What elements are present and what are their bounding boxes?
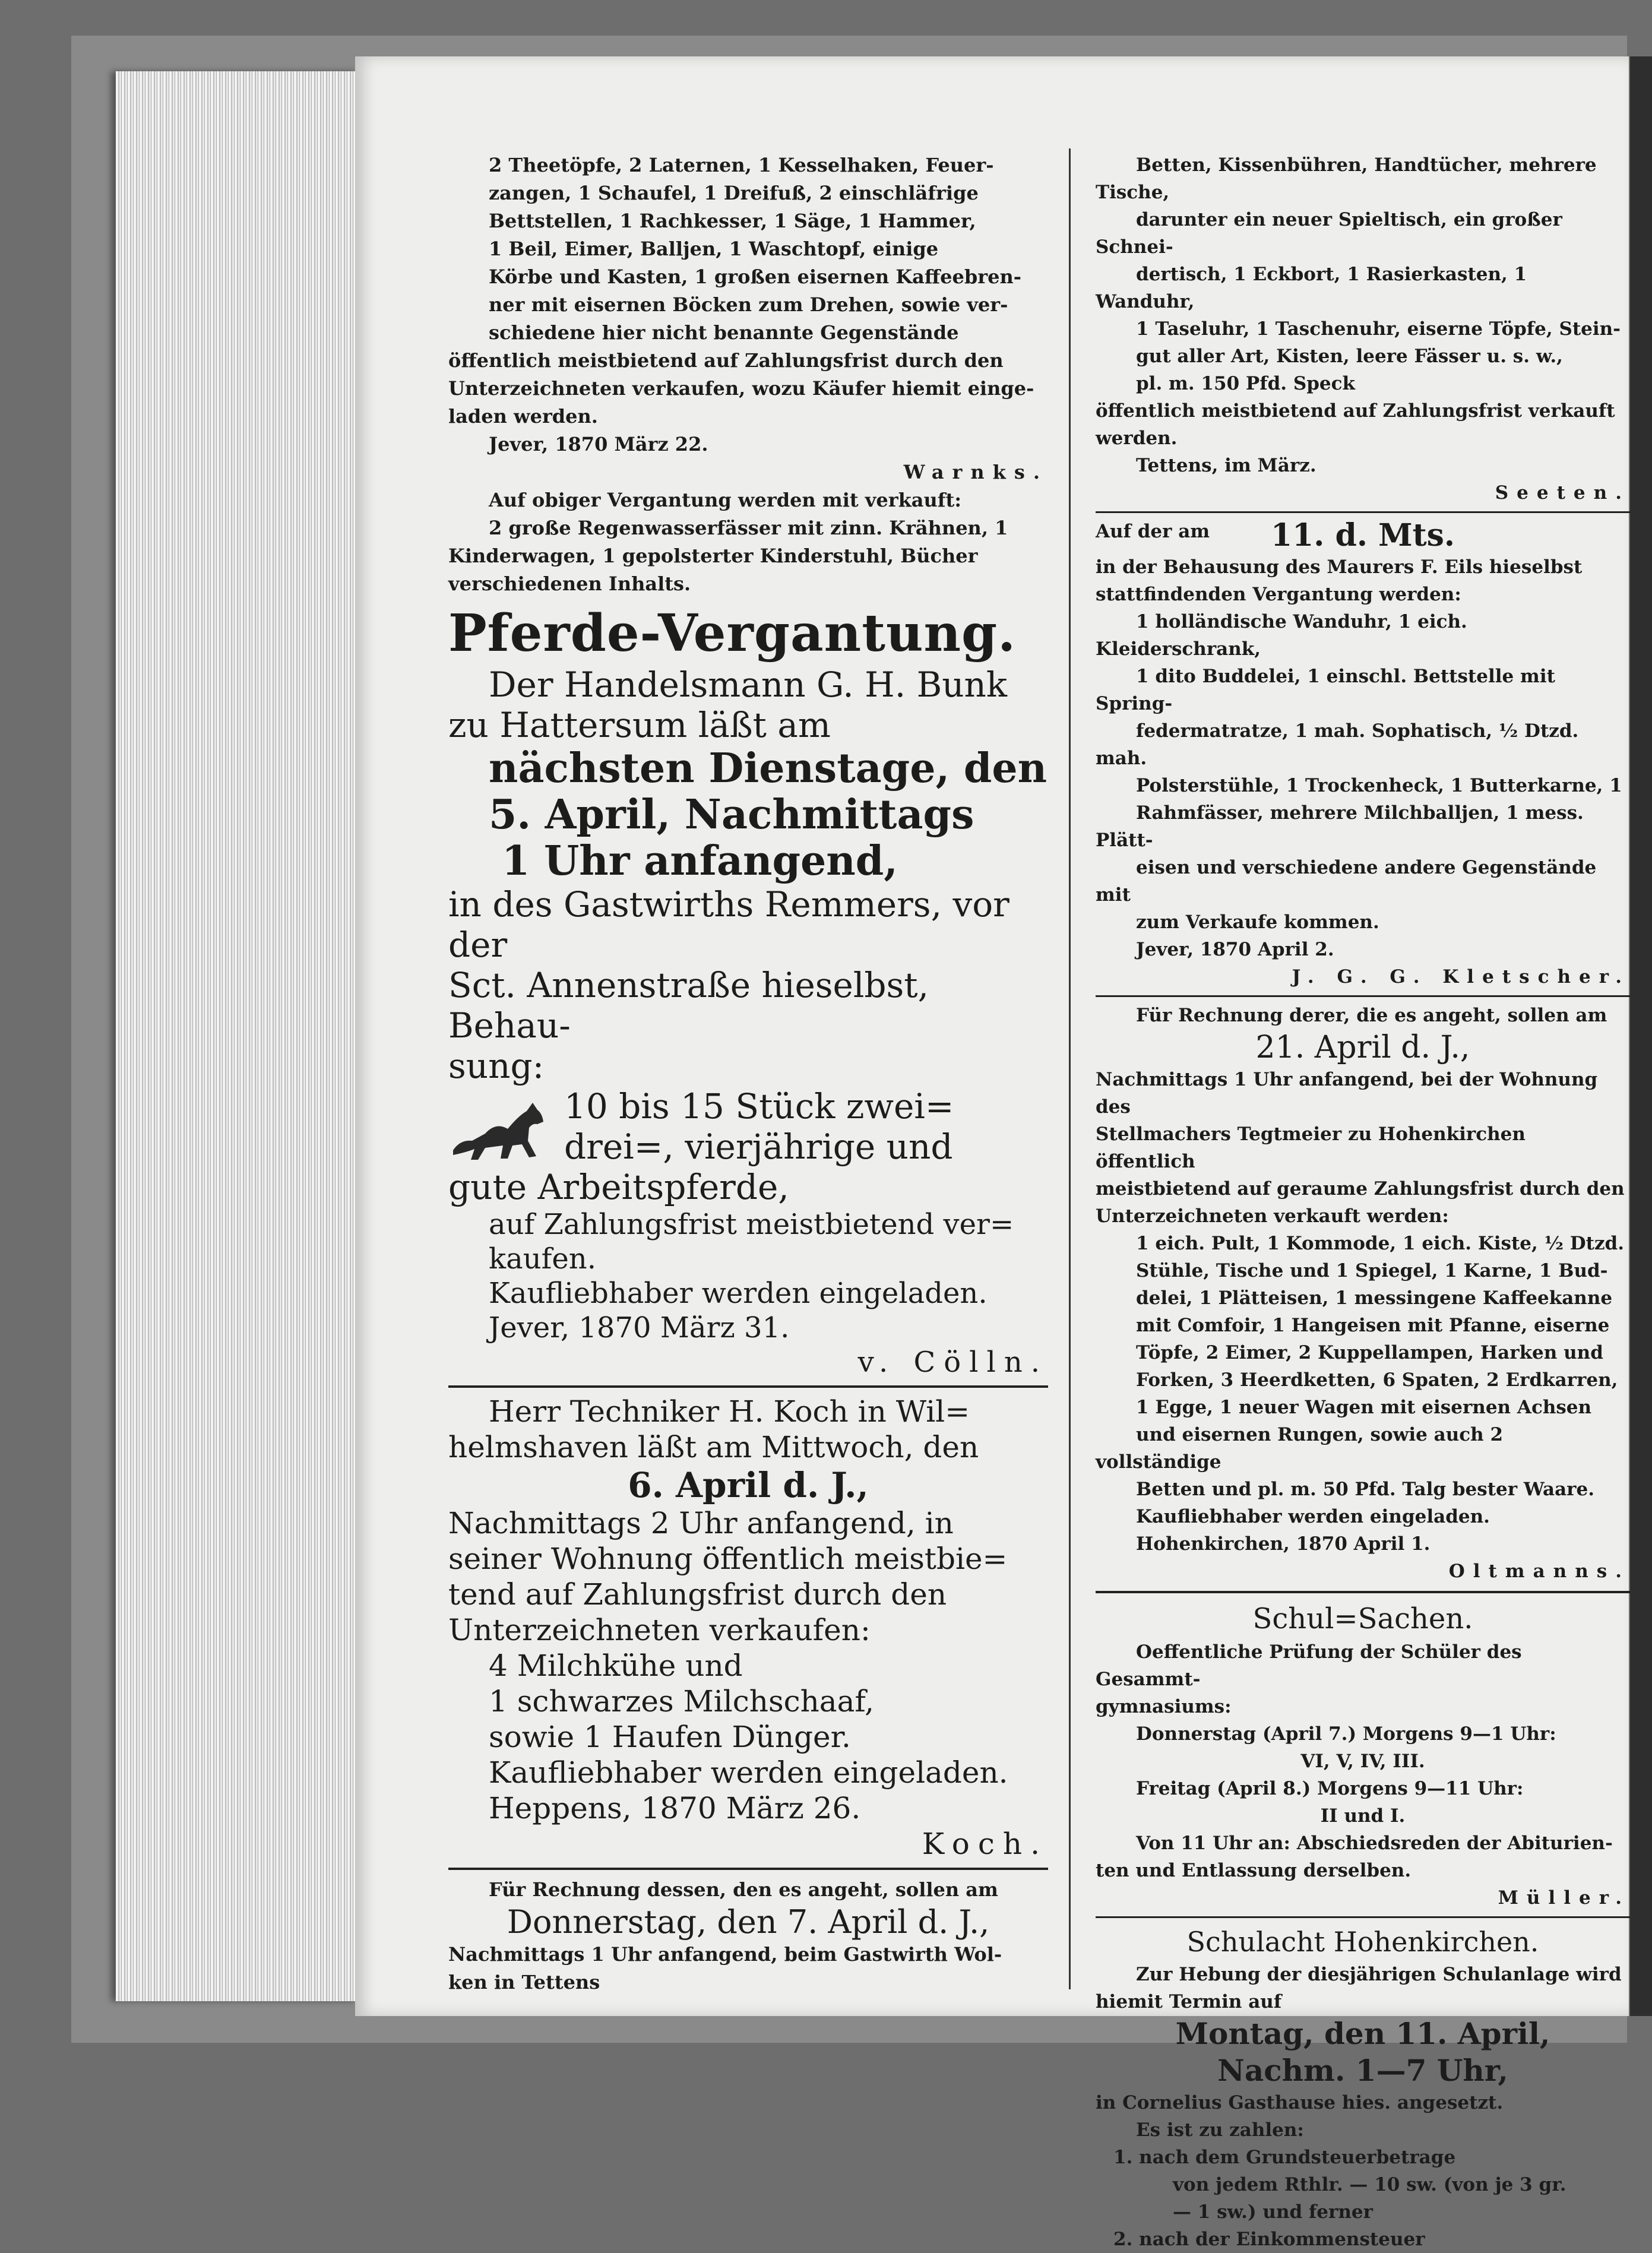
ad-household-auction: [448, 151, 1048, 598]
text-line: Betten, Kissenbühren, Handtücher, mehrere Tische,: [1096, 154, 1597, 203]
text-line: Der Handelsmann G. H. Bunk: [489, 664, 1008, 705]
book-page-edges: [116, 71, 359, 2001]
ad-separator: [1096, 1916, 1630, 1918]
text-line: drei=, vierjährige und: [564, 1126, 953, 1167]
text-line: 1 holländische Wanduhr, 1 eich. Kleiderschrank,: [1096, 611, 1467, 660]
text-line: Unterzeichneten verkauft werden:: [1096, 1205, 1449, 1227]
text-line: Körbe und Kasten, 1 großen eisernen Kaffeebren-: [489, 265, 1021, 288]
ad-date: Montag, den 11. April,: [1175, 2016, 1550, 2051]
text-line: eisen und verschiedene andere Gegenstände mit: [1096, 857, 1597, 906]
ad-signature: Warnks.: [903, 461, 1048, 483]
text-line: hiemit Termin auf: [1096, 1991, 1282, 2012]
text-line: 1 Beil, Eimer, Balljen, 1 Waschtopf, einige: [489, 238, 939, 260]
text-line: delei, 1 Plätteisen, 1 messingene Kaffeekanne: [1136, 1287, 1613, 1309]
text-line: Von 11 Uhr an: Abschiedsreden der Abiturien-: [1136, 1833, 1613, 1854]
text-line: Stellmachers Tegtmeier zu Hohenkirchen öffentlich: [1096, 1124, 1526, 1172]
text-line: zu Hattersum läßt am: [448, 705, 831, 745]
ad-separator: [1096, 511, 1630, 513]
ad-signature: Koch.: [922, 1827, 1048, 1861]
ad-date: 5. April, Nachmittags: [489, 791, 974, 838]
text-line: 2 große Regenwasserfässer mit zinn. Krähnen, 1: [489, 517, 1008, 539]
ad-signature: J. G. G. Kletscher.: [1292, 966, 1630, 988]
text-line: Rahmfässer, mehrere Milchballjen, 1 mess. Plätt-: [1096, 802, 1584, 851]
text-line: tend auf Zahlungsfrist durch den: [448, 1577, 947, 1612]
ad-date: 11. d. Mts.: [1270, 517, 1455, 553]
text-line: Stühle, Tische und 1 Spiegel, 1 Karne, 1 Bud-: [1136, 1260, 1608, 1281]
text-line: kaufen.: [489, 1242, 596, 1276]
ad-date: nächsten Dienstage, den: [489, 745, 1047, 792]
text-line: VI, V, IV, III.: [1300, 1751, 1425, 1772]
ad-date: Tettens, im März.: [1136, 455, 1316, 476]
text-line: Freitag (April 8.) Morgens 9—11 Uhr:: [1136, 1778, 1524, 1799]
text-line: Kaufliebhaber werden eingeladen.: [489, 1755, 1008, 1790]
ad-tegtmeier-auction: [1096, 1002, 1630, 1585]
text-line: Auf obiger Vergantung werden mit verkauft:: [489, 489, 962, 511]
ad-separator: [1096, 1591, 1630, 1593]
text-line: 1 Taseluhr, 1 Taschenuhr, eiserne Töpfe, Stein-: [1136, 318, 1621, 340]
text-line: Oeffentliche Prüfung der Schüler des Gesammt-: [1096, 1641, 1522, 1690]
ad-date: Donnerstag, den 7. April d. J.,: [507, 1903, 990, 1941]
ad-schulacht: [1096, 1923, 1630, 2253]
text-line: Kaufliebhaber werden eingeladen.: [489, 1277, 988, 1310]
ad-date: Hohenkirchen, 1870 April 1.: [1136, 1533, 1431, 1555]
text-line: Kinderwagen, 1 gepolsterter Kinderstuhl, Bücher: [448, 545, 978, 567]
ad-separator: [448, 1868, 1048, 1870]
text-line: — 1 sw.) und ferner: [1173, 2201, 1373, 2223]
text-line: von jedem Rthlr. — 10 sw. (von je 3 gr.: [1173, 2174, 1566, 2195]
text-line: Forken, 3 Heerdketten, 6 Spaten, 2 Erdkarren,: [1136, 1369, 1618, 1391]
text-line: öffentlich meistbietend auf Zahlungsfrist durch den: [448, 349, 1004, 372]
text-line: Zur Hebung der diesjährigen Schulanlage wird: [1136, 1964, 1622, 1985]
text-line: gute Arbeitspferde,: [448, 1167, 789, 1207]
text-line: 10 bis 15 Stück zwei=: [564, 1086, 954, 1126]
ad-tettens-auction: [448, 1876, 1048, 1996]
page-curl-shadow: [1630, 56, 1652, 2016]
ad-eils-auction: [1096, 518, 1630, 991]
text-line: gut aller Art, Kisten, leere Fässer u. s. w.,: [1136, 346, 1563, 367]
ad-horse-auction: [448, 603, 1048, 1379]
ad-title: Pferde-Vergantung.: [448, 603, 1017, 663]
text-line: Töpfe, 2 Eimer, 2 Kuppellampen, Harken und: [1136, 1342, 1603, 1363]
text-line: Bettstellen, 1 Rachkesser, 1 Säge, 1 Hammer,: [489, 210, 976, 232]
text-line: seiner Wohnung öffentlich meistbie=: [448, 1542, 1008, 1576]
text-line: II und I.: [1320, 1805, 1406, 1827]
ad-separator: [448, 1385, 1048, 1388]
text-line: helmshaven läßt am Mittwoch, den: [448, 1430, 979, 1464]
text-line: ken in Tettens: [448, 1971, 600, 1993]
text-line: werden.: [1096, 428, 1178, 449]
text-line: Donnerstag (April 7.) Morgens 9—1 Uhr:: [1136, 1723, 1556, 1745]
text-line: Herr Techniker H. Koch in Wil=: [489, 1394, 970, 1429]
text-line: meistbietend auf geraume Zahlungsfrist durch den: [1096, 1178, 1625, 1200]
text-line: Sct. Annenstraße hieselbst, Behau-: [448, 965, 929, 1046]
text-line: darunter ein neuer Spieltisch, ein großer Schnei-: [1096, 209, 1562, 258]
text-line: Es ist zu zahlen:: [1136, 2119, 1304, 2141]
ad-school-exams: [1096, 1599, 1630, 1912]
ad-title: Schulacht Hohenkirchen.: [1186, 1926, 1539, 1958]
text-line: schiedene hier nicht benannte Gegenstände: [489, 321, 959, 344]
ad-tettens-continued: [1096, 151, 1630, 507]
ad-signature: Müller.: [1498, 1887, 1630, 1909]
text-line: Nachmittags 1 Uhr anfangend, bei der Wohnung des: [1096, 1069, 1598, 1118]
ad-date: Jever, 1870 März 31.: [489, 1311, 790, 1344]
ad-date: Heppens, 1870 März 26.: [489, 1791, 861, 1825]
text-line: laden werden.: [448, 405, 598, 428]
text-line: Nachmittags 2 Uhr anfangend, in: [448, 1506, 954, 1540]
text-line: Kaufliebhaber werden eingeladen.: [1136, 1506, 1490, 1527]
ad-time: Nachm. 1—7 Uhr,: [1217, 2053, 1508, 2088]
text-line: 1 Egge, 1 neuer Wagen mit eisernen Achsen: [1136, 1397, 1592, 1418]
left-column: [448, 151, 1048, 1993]
text-line: sowie 1 Haufen Dünger.: [489, 1720, 851, 1754]
text-line: Für Rechnung dessen, den es angeht, sollen am: [489, 1878, 998, 1901]
ad-signature: Oltmanns.: [1448, 1561, 1630, 1582]
text-line: in der Behausung des Maurers F. Eils hieselbst: [1096, 556, 1583, 578]
text-line: dertisch, 1 Eckbort, 1 Rasierkasten, 1 Wanduhr,: [1096, 264, 1527, 312]
text-line: 1. nach dem Grundsteuerbetrage: [1113, 2147, 1456, 2168]
text-line: Betten und pl. m. 50 Pfd. Talg bester Waare.: [1136, 1479, 1595, 1500]
text-line: in Cornelius Gasthause hies. angesetzt.: [1096, 2092, 1504, 2113]
ad-title: Schul=Sachen.: [1252, 1602, 1473, 1635]
text-line: 2. nach der Einkommensteuer: [1113, 2229, 1425, 2250]
text-line: 1 eich. Pult, 1 Kommode, 1 eich. Kiste, ½ Dtzd.: [1136, 1233, 1625, 1254]
text-line: mit Comfoir, 1 Hangeisen mit Pfanne, eiserne: [1136, 1315, 1610, 1336]
text-line: Polsterstühle, 1 Trockenheck, 1 Butterkarne, 1: [1136, 775, 1622, 796]
text-line: öffentlich meistbietend auf Zahlungsfrist verkauft: [1096, 400, 1615, 422]
text-line: pl. m. 150 Pfd. Speck: [1136, 373, 1355, 394]
text-line: sung:: [448, 1046, 545, 1086]
text-line: federmatratze, 1 mah. Sophatisch, ½ Dtzd. mah.: [1096, 720, 1579, 769]
ad-separator: [1096, 995, 1630, 997]
text-line: Unterzeichneten verkaufen:: [448, 1613, 871, 1647]
horse-row: [448, 1086, 1048, 1167]
text-line: auf Zahlungsfrist meistbietend ver=: [489, 1208, 1014, 1241]
text-line: ner mit eisernen Böcken zum Drehen, sowie ver-: [489, 293, 1008, 316]
ad-signature: Seeten.: [1495, 482, 1630, 504]
text-line: und eisernen Rungen, sowie auch 2 vollständige: [1096, 1424, 1504, 1473]
text-line: in des Gastwirths Remmers, vor der: [448, 884, 1009, 965]
text-line: 1 schwarzes Milchschaaf,: [489, 1684, 875, 1719]
text-line: stattfindenden Vergantung werden:: [1096, 584, 1461, 605]
text-line: ten und Entlassung derselben.: [1096, 1860, 1412, 1881]
column-divider: [1069, 148, 1071, 1989]
text-line: Für Rechnung derer, die es angeht, sollen am: [1136, 1005, 1607, 1026]
text-line: zangen, 1 Schaufel, 1 Dreifuß, 2 einschläfrige: [489, 182, 979, 204]
ad-date: Jever, 1870 März 22.: [489, 433, 708, 455]
right-column: [1096, 151, 1630, 2250]
text-line: Nachmittags 1 Uhr anfangend, beim Gastwirth Wol-: [448, 1943, 1002, 1966]
ad-date: 21. April d. J.,: [1255, 1030, 1470, 1065]
text-line: gymnasiums:: [1096, 1696, 1232, 1717]
text-line: Unterzeichneten verkaufen, wozu Käufer hiemit einge-: [448, 377, 1034, 400]
text-line: 2 Theetöpfe, 2 Laternen, 1 Kesselhaken, Feuer-: [489, 154, 994, 176]
horse-icon: [448, 1098, 549, 1163]
ad-time: 1 Uhr anfangend,: [502, 837, 898, 885]
ad-date: 6. April d. J.,: [628, 1465, 869, 1505]
ad-signature: v. Cölln.: [857, 1346, 1048, 1379]
text-line: verschiedenen Inhalts.: [448, 572, 691, 595]
text-line: zum Verkaufe kommen.: [1136, 912, 1379, 933]
text-line: Auf der am: [1096, 521, 1210, 542]
ad-date: Jever, 1870 April 2.: [1136, 939, 1334, 960]
text-line: 1 dito Buddelei, 1 einschl. Bettstelle mit Spring-: [1096, 666, 1555, 714]
ad-cattle-auction: [448, 1394, 1048, 1862]
text-line: 4 Milchkühe und: [489, 1648, 743, 1683]
